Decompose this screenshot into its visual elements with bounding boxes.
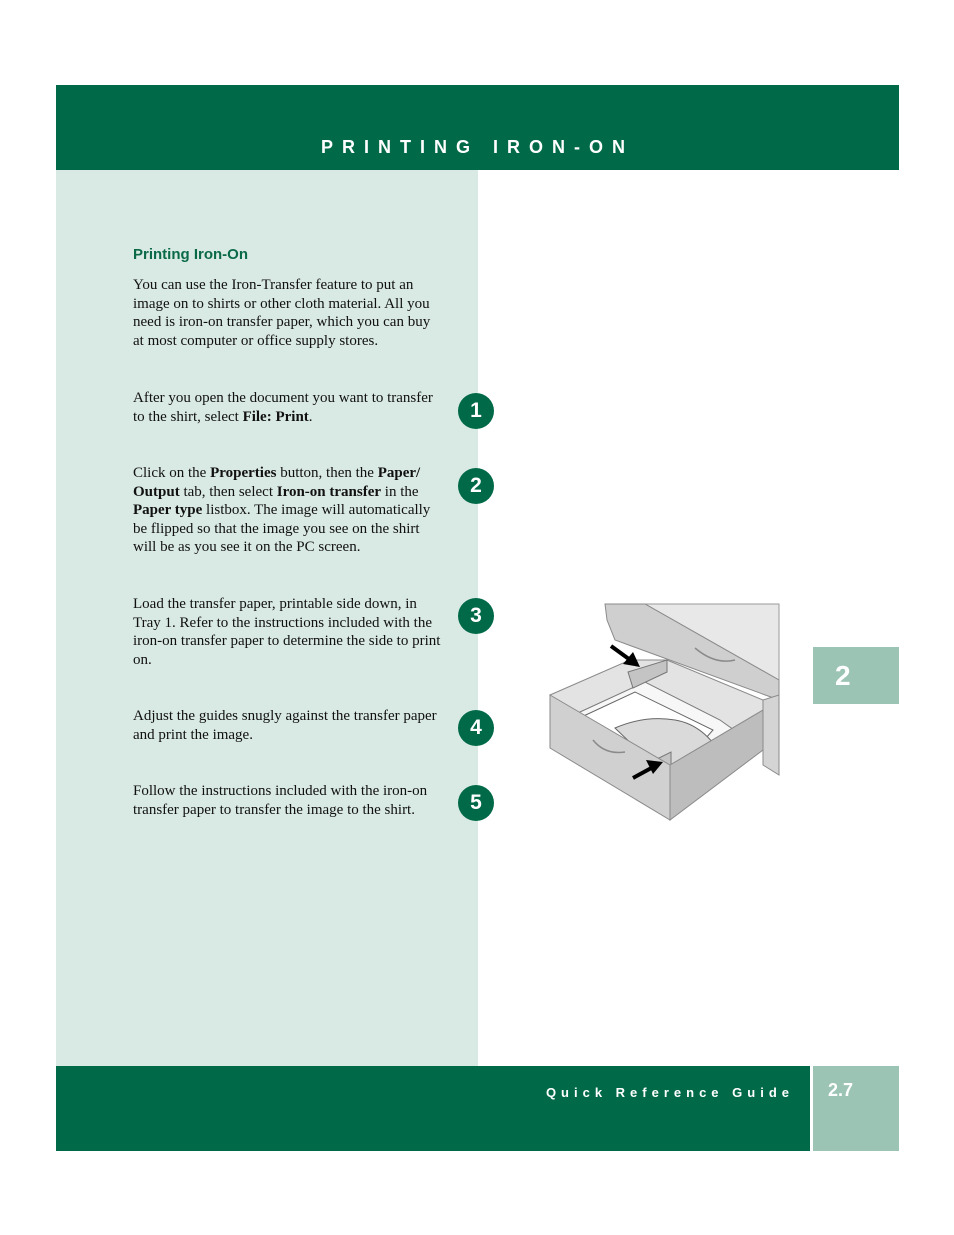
- step-2-text-a: Click on the: [133, 465, 211, 481]
- step-2-properties: Properties: [210, 465, 277, 481]
- intro-paragraph: You can use the Iron-Transfer feature to put an image on to shirts or other cloth material. All you need is iron-on transfer paper, which you can buy at most computer or office supply stores.: [133, 277, 431, 349]
- step-1-text-b: .: [308, 408, 313, 425]
- step-2-text-c: tab, then select: [179, 483, 277, 500]
- section-title: Printing Iron-On: [133, 246, 248, 263]
- page-title: PRINTING IRON-ON: [321, 137, 634, 157]
- step-3-badge: 3: [458, 598, 494, 634]
- step-2-paper-type: Paper type: [133, 502, 203, 519]
- step-4-badge: 4: [458, 710, 494, 746]
- arrow-icon: [611, 646, 640, 667]
- page-number: 2.7: [828, 1080, 854, 1100]
- step-3-text: Load the transfer paper, printable side down, in Tray 1. Refer to the instructions included with the iron-on transfer paper to determine the side to print on.: [133, 596, 441, 668]
- step-4-text: Adjust the guides snugly against the transfer paper and print the image.: [133, 708, 437, 743]
- paper-tray-illustration: [545, 600, 785, 825]
- step-1-text: [133, 389, 443, 426]
- footer-bar: [56, 1066, 810, 1151]
- step-1-badge: 1: [458, 393, 494, 429]
- step-2-text-d: in the: [381, 483, 419, 500]
- step-2-text-e: listbox. The image will automatically be flipped so that the image you see on the shirt will be as you see it on the PC screen.: [133, 502, 431, 556]
- step-2-text: [133, 464, 443, 557]
- step-1-menu-path: File: Print: [242, 408, 309, 425]
- header-bar: [56, 85, 899, 170]
- step-2-text-b: button, then the: [276, 465, 378, 481]
- step-5-text: Follow the instructions included with the iron-on transfer paper to transfer the image to the shirt.: [133, 783, 428, 818]
- page-number-tab: [813, 1066, 899, 1151]
- guide-title: Quick Reference Guide: [545, 1085, 794, 1100]
- step-2-badge: 2: [458, 468, 494, 504]
- step-2-paper-output: Paper/ Output: [133, 465, 421, 500]
- step-5-badge: 5: [458, 785, 494, 821]
- step-1-text-a: After you open the document you want to transfer to the shirt, select: [133, 390, 433, 425]
- chapter-tab: 2: [813, 647, 899, 704]
- step-2-iron-on-transfer: Iron-on transfer: [276, 483, 382, 500]
